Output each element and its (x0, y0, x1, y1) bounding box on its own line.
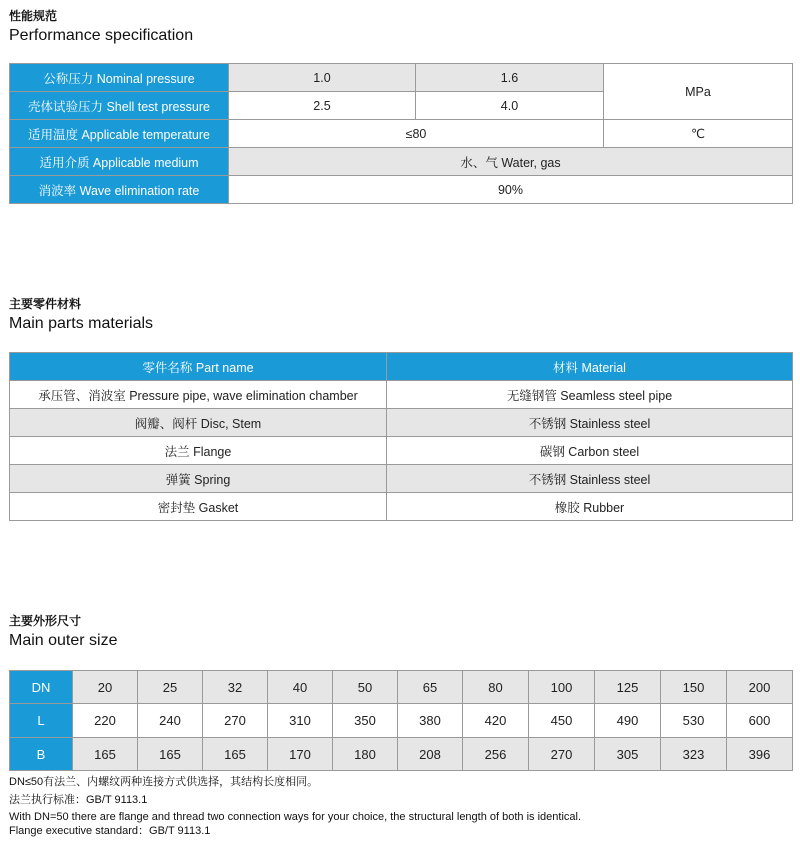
size-cell: 530 (661, 704, 727, 738)
size-cell: 350 (333, 704, 398, 738)
part-name: 承压管、消波室 Pressure pipe, wave elimination chamber (10, 381, 387, 409)
performance-row-wave (10, 176, 793, 204)
material-name: 无缝钢管 Seamless steel pipe (387, 381, 793, 409)
medium-value: 水、气 Water, gas (229, 148, 793, 176)
medium-label: 适用介质 Applicable medium (10, 148, 229, 176)
materials-title-en: Main parts materials (9, 315, 154, 332)
size-cell: 270 (203, 704, 268, 738)
outer-size-title-en: Main outer size (9, 632, 118, 649)
size-cell: 20 (73, 671, 138, 704)
size-cell: 32 (203, 671, 268, 704)
materials-row (10, 381, 793, 409)
size-cell: 380 (398, 704, 463, 738)
size-cell: 50 (333, 671, 398, 704)
size-cell: 80 (463, 671, 529, 704)
outer-size-title-cn: 主要外形尺寸 (9, 614, 82, 628)
size-row-label: B (10, 738, 73, 771)
size-row-label: DN (10, 671, 73, 704)
size-cell: 165 (73, 738, 138, 771)
size-cell: 420 (463, 704, 529, 738)
size-cell: 240 (138, 704, 203, 738)
size-cell: 170 (268, 738, 333, 771)
nominal-pressure-value-2: 1.6 (416, 64, 604, 92)
material-name: 不锈钢 Stainless steel (387, 465, 793, 493)
performance-table (9, 63, 793, 204)
size-cell: 310 (268, 704, 333, 738)
nominal-pressure-label: 公称压力 Nominal pressure (10, 64, 229, 92)
footnotes (9, 776, 581, 838)
size-cell: 65 (398, 671, 463, 704)
performance-row-temperature (10, 120, 793, 148)
shell-test-pressure-value-1: 2.5 (229, 92, 416, 120)
wave-elimination-value: 90% (229, 176, 793, 204)
pressure-unit: MPa (604, 64, 793, 120)
materials-row (10, 409, 793, 437)
size-cell: 305 (595, 738, 661, 771)
note-cn-standard: 法兰执行标准：GB/T 9113.1 (9, 793, 148, 806)
size-cell: 40 (268, 671, 333, 704)
materials-title-cn: 主要零件材料 (9, 297, 82, 311)
temperature-value: ≤80 (229, 120, 604, 148)
materials-row (10, 465, 793, 493)
size-cell: 220 (73, 704, 138, 738)
size-row-label: L (10, 704, 73, 738)
size-cell: 256 (463, 738, 529, 771)
size-row-dn (10, 671, 793, 704)
performance-title-en: Performance specification (9, 27, 194, 44)
materials-row (10, 493, 793, 521)
part-name: 密封垫 Gasket (10, 493, 387, 521)
temperature-unit: ℃ (604, 120, 793, 148)
size-cell: 490 (595, 704, 661, 738)
temperature-label: 适用温度 Applicable temperature (10, 120, 229, 148)
material-name: 不锈钢 Stainless steel (387, 409, 793, 437)
materials-header-part: 零件名称 Part name (10, 353, 387, 381)
part-name: 法兰 Flange (10, 437, 387, 465)
size-cell: 208 (398, 738, 463, 771)
size-cell: 600 (727, 704, 793, 738)
materials-header-material: 材料 Material (387, 353, 793, 381)
size-cell: 180 (333, 738, 398, 771)
size-cell: 125 (595, 671, 661, 704)
outer-size-table (9, 670, 793, 771)
part-name: 弹簧 Spring (10, 465, 387, 493)
materials-row (10, 437, 793, 465)
performance-title-cn: 性能规范 (9, 9, 58, 23)
wave-elimination-label: 消波率 Wave elimination rate (10, 176, 229, 204)
shell-test-pressure-value-2: 4.0 (416, 92, 604, 120)
performance-row-medium (10, 148, 793, 176)
size-cell: 165 (138, 738, 203, 771)
shell-test-pressure-label: 壳体试验压力 Shell test pressure (10, 92, 229, 120)
size-cell: 270 (529, 738, 595, 771)
part-name: 阀瓣、阀杆 Disc, Stem (10, 409, 387, 437)
note-en-standard: Flange executive standard：GB/T 9113.1 (9, 824, 211, 837)
nominal-pressure-value-1: 1.0 (229, 64, 416, 92)
size-row-b (10, 738, 793, 771)
performance-row-nominal (10, 64, 793, 92)
size-cell: 450 (529, 704, 595, 738)
materials-header-row (10, 353, 793, 381)
size-row-l (10, 704, 793, 738)
size-cell: 100 (529, 671, 595, 704)
materials-table (9, 352, 793, 521)
note-en-connection: With DN=50 there are flange and thread two connection ways for your choice, the structural length of both is identical. (9, 811, 582, 823)
size-cell: 165 (203, 738, 268, 771)
size-cell: 150 (661, 671, 727, 704)
note-cn-connection: DN≤50有法兰、内螺纹两种连接方式供选择，其结构长度相同。 (9, 776, 319, 788)
size-cell: 200 (727, 671, 793, 704)
size-cell: 323 (661, 738, 727, 771)
material-name: 橡胶 Rubber (387, 493, 793, 521)
material-name: 碳钢 Carbon steel (387, 437, 793, 465)
size-cell: 396 (727, 738, 793, 771)
size-cell: 25 (138, 671, 203, 704)
